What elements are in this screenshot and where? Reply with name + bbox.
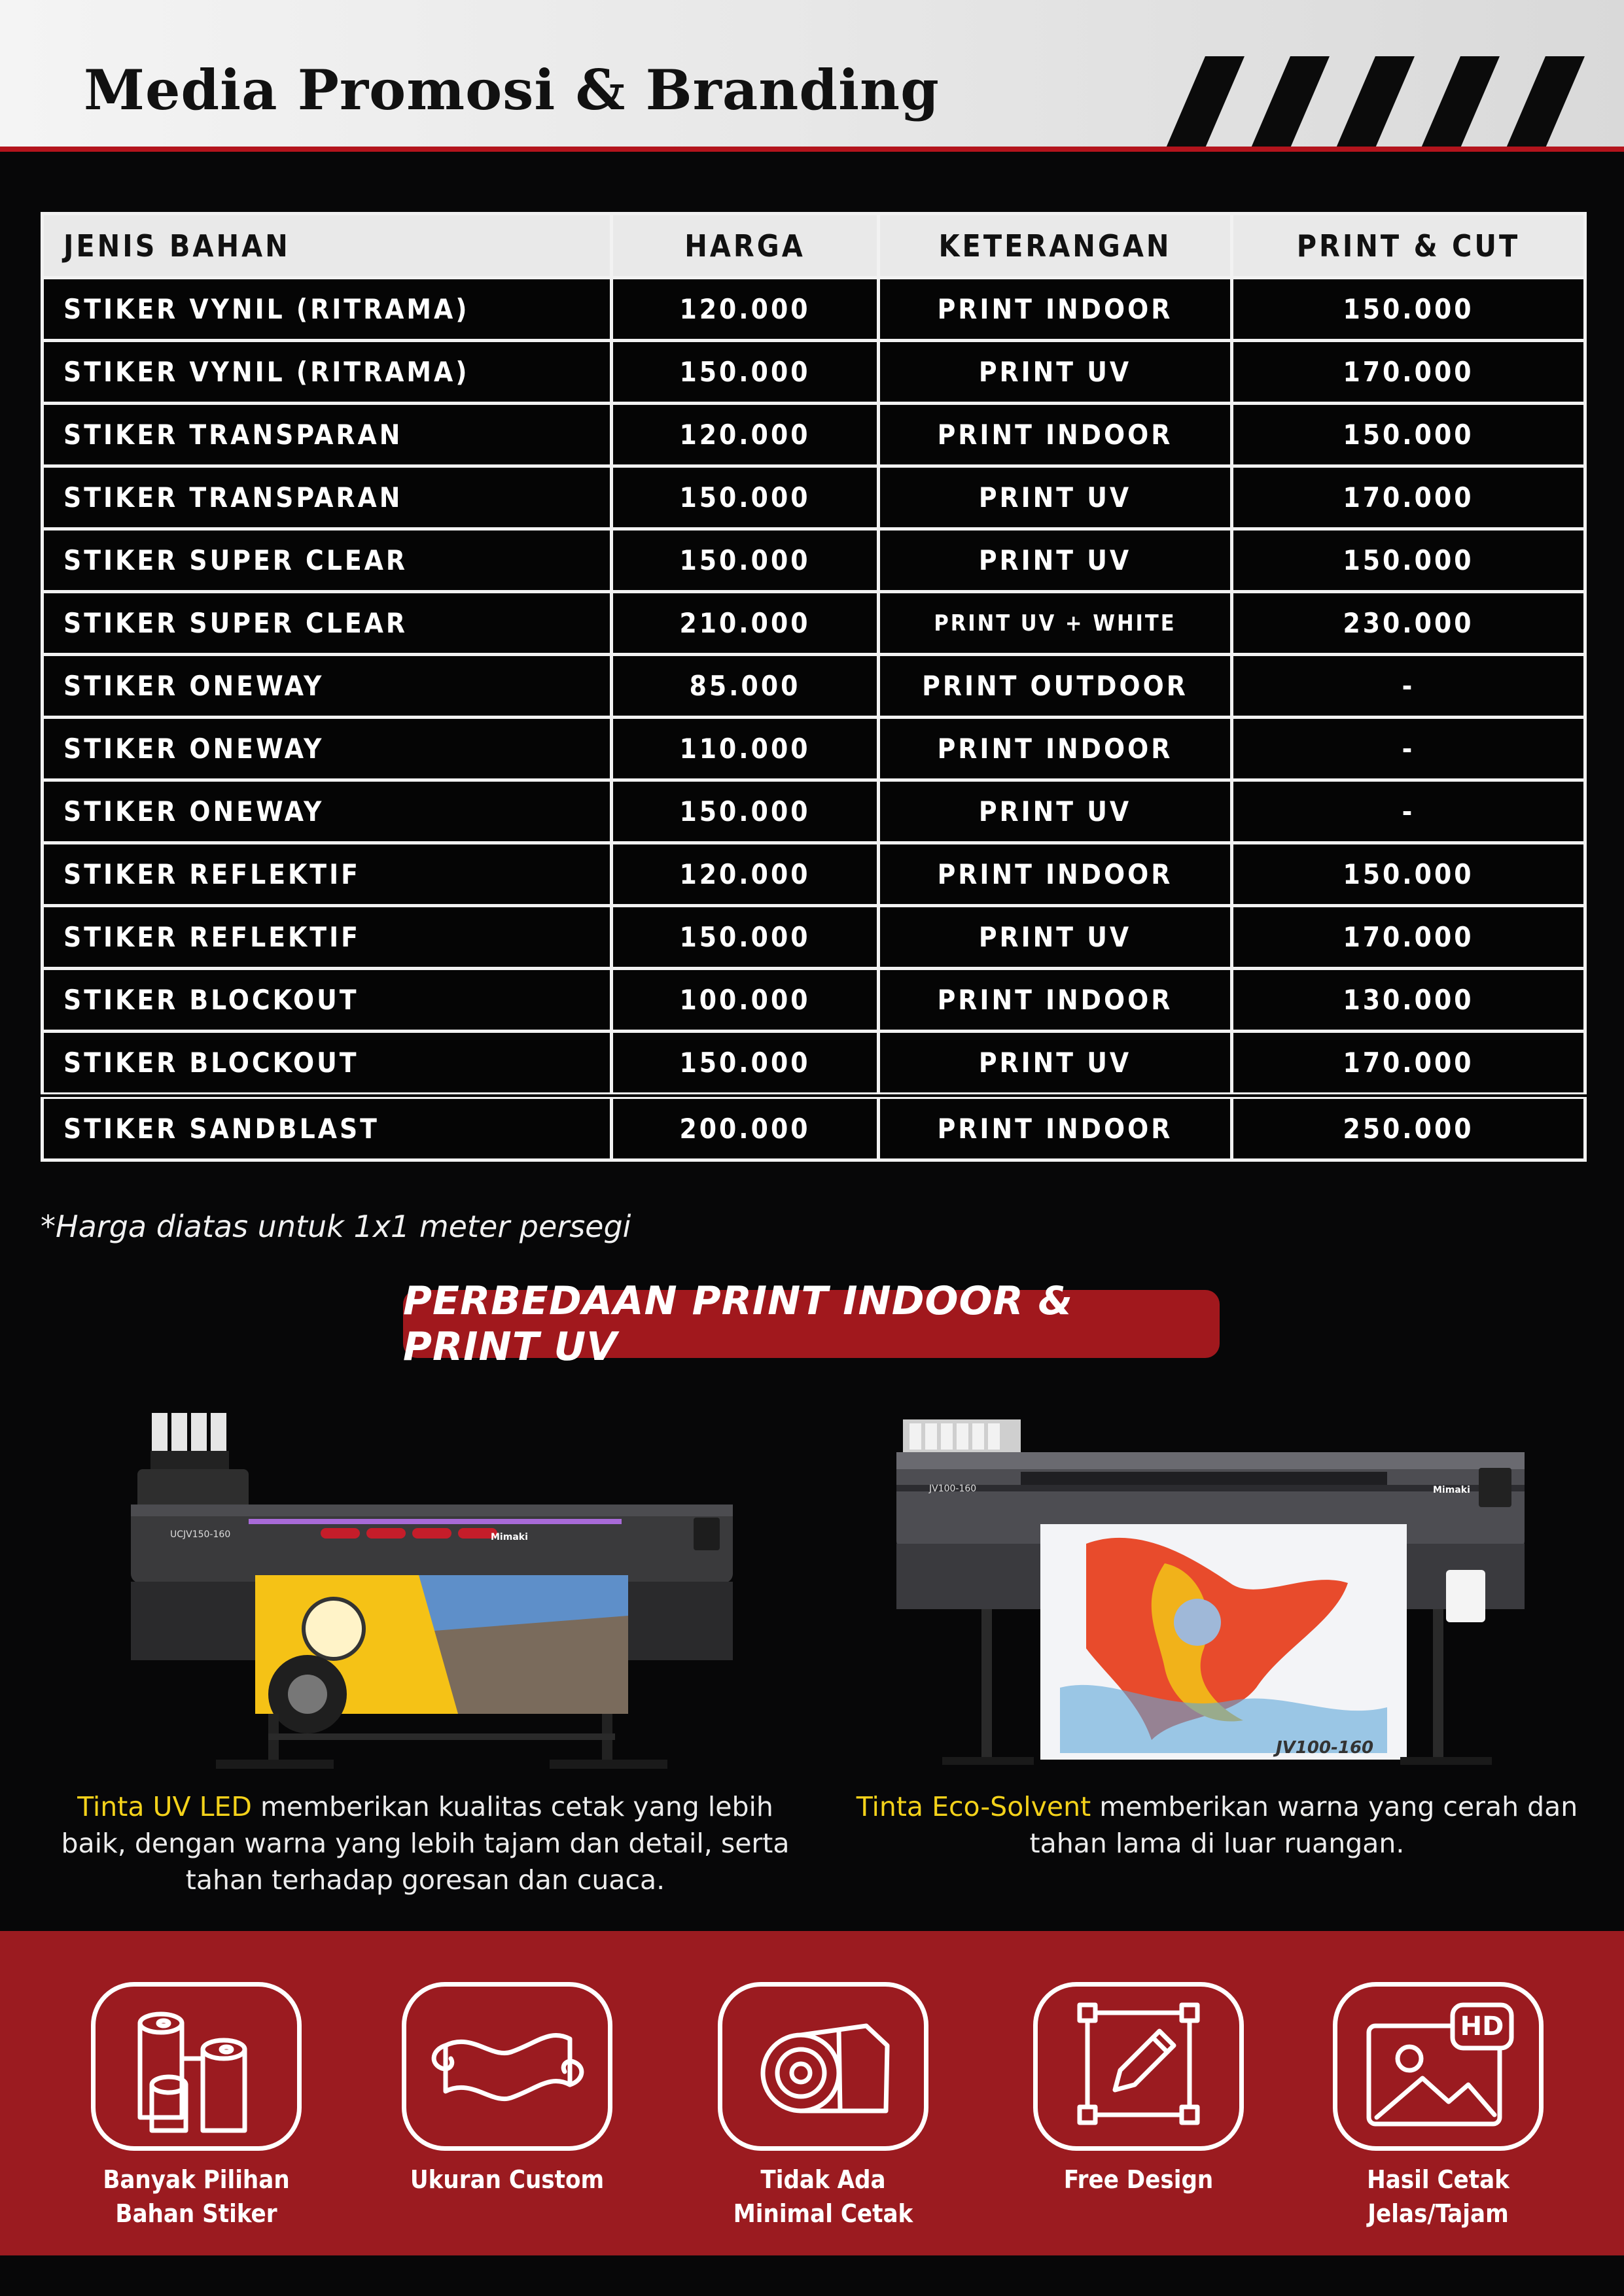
eco-solvent-printer-description (844, 1788, 1590, 1862)
eco-printer-model-label: JV100-160 (929, 1484, 977, 1494)
description-cell: PRINT OUTDOOR (879, 655, 1232, 718)
price-cell: 120.000 (612, 404, 879, 466)
print-cut-cell: 130.000 (1232, 969, 1585, 1032)
eco-media-label: JV100-160 (1276, 1738, 1374, 1758)
uv-printer-brand-label: Mimaki (491, 1532, 528, 1542)
feature-no-minimum (705, 1982, 941, 2231)
eco-solvent-printer-image (890, 1413, 1531, 1779)
print-cut-cell: 150.000 (1232, 278, 1585, 341)
description-cell: PRINT UV (879, 466, 1232, 529)
description-cell: PRINT UV (879, 906, 1232, 969)
price-cell: 100.000 (612, 969, 879, 1032)
material-cell: STIKER REFLEKTIF (43, 906, 612, 969)
hd-image-icon (1337, 1987, 1539, 2146)
column-header: HARGA (612, 214, 879, 278)
eco-highlight-text: Tinta Eco-Solvent (856, 1791, 1091, 1822)
uv-description-text: memberikan kualitas cetak yang lebih baik, dengan warna yang lebih tajam dan detail, serta tahan terhadap goresan dan cuaca. (61, 1791, 790, 1896)
column-header: KETERANGAN (879, 214, 1232, 278)
table-row (43, 592, 1585, 655)
material-cell: STIKER ONEWAY (43, 718, 612, 780)
print-cut-cell: 150.000 (1232, 843, 1585, 906)
price-note: *Harga diatas untuk 1x1 meter persegi (41, 1209, 631, 1244)
price-cell: 150.000 (612, 341, 879, 404)
price-cell: 110.000 (612, 718, 879, 780)
description-cell: PRINT INDOOR (879, 718, 1232, 780)
description-cell: PRINT UV (879, 341, 1232, 404)
header-divider (0, 147, 1624, 152)
print-cut-cell: 170.000 (1232, 341, 1585, 404)
column-header: JENIS BAHAN (43, 214, 612, 278)
material-cell: STIKER VYNIL (RITRAMA) (43, 278, 612, 341)
price-cell: 150.000 (612, 466, 879, 529)
material-cell: STIKER REFLEKTIF (43, 843, 612, 906)
material-cell: STIKER BLOCKOUT (43, 969, 612, 1032)
uv-highlight-text: Tinta UV LED (77, 1791, 252, 1822)
rolls-icon (96, 1987, 297, 2146)
feature-custom-size (389, 1982, 625, 2197)
feature-label: Hasil Cetak Jelas/Tajam (1367, 2165, 1509, 2228)
table-row (43, 780, 1585, 843)
eco-description-text: memberikan warna yang cerah dan tahan lama di luar ruangan. (1029, 1791, 1578, 1859)
print-cut-cell: - (1232, 718, 1585, 780)
price-cell: 150.000 (612, 529, 879, 592)
table-body (43, 278, 1585, 1160)
table-row (43, 1032, 1585, 1096)
description-cell: PRINT INDOOR (879, 278, 1232, 341)
material-cell: STIKER TRANSPARAN (43, 466, 612, 529)
feature-label: Free Design (1063, 2165, 1214, 2194)
hd-badge-text: HD (1460, 2011, 1504, 2042)
description-cell: PRINT UV + WHITE (879, 592, 1232, 655)
print-cut-cell: - (1232, 780, 1585, 843)
print-cut-cell: 250.000 (1232, 1096, 1585, 1160)
table-row (43, 1096, 1585, 1160)
price-table (41, 212, 1587, 1162)
eco-printer-brand-label: Mimaki (1433, 1485, 1470, 1495)
material-cell: STIKER BLOCKOUT (43, 1032, 612, 1096)
feature-free-design (1021, 1982, 1256, 2197)
table-row (43, 969, 1585, 1032)
print-cut-cell: - (1232, 655, 1585, 718)
sticker-roll-icon (722, 1987, 924, 2146)
price-cell: 85.000 (612, 655, 879, 718)
print-cut-cell: 170.000 (1232, 466, 1585, 529)
table-row (43, 278, 1585, 341)
description-cell: PRINT UV (879, 1032, 1232, 1096)
table-row (43, 906, 1585, 969)
feature-label: Banyak Pilihan Bahan Stiker (103, 2165, 290, 2228)
table-row (43, 404, 1585, 466)
feature-material-options (79, 1982, 314, 2231)
table-row (43, 843, 1585, 906)
print-cut-cell: 170.000 (1232, 906, 1585, 969)
print-cut-cell: 150.000 (1232, 404, 1585, 466)
material-cell: STIKER ONEWAY (43, 780, 612, 843)
material-cell: STIKER ONEWAY (43, 655, 612, 718)
material-cell: STIKER SUPER CLEAR (43, 529, 612, 592)
stripes-decoration (1166, 56, 1624, 148)
price-cell: 200.000 (612, 1096, 879, 1160)
print-cut-cell: 170.000 (1232, 1032, 1585, 1096)
design-pen-icon (1038, 1987, 1239, 2146)
header-banner (0, 0, 1624, 147)
section-title: PERBEDAAN PRINT INDOOR & PRINT UV (403, 1290, 1220, 1358)
description-cell: PRINT INDOOR (879, 1096, 1232, 1160)
table-row (43, 466, 1585, 529)
uv-printer-model-label: UCJV150-160 (170, 1529, 231, 1540)
description-cell: PRINT UV (879, 780, 1232, 843)
price-cell: 150.000 (612, 780, 879, 843)
price-cell: 150.000 (612, 1032, 879, 1096)
description-cell: PRINT INDOOR (879, 969, 1232, 1032)
material-cell: STIKER SANDBLAST (43, 1096, 612, 1160)
material-cell: STIKER VYNIL (RITRAMA) (43, 341, 612, 404)
print-cut-cell: 230.000 (1232, 592, 1585, 655)
price-cell: 120.000 (612, 278, 879, 341)
description-cell: PRINT UV (879, 529, 1232, 592)
table-header-row (43, 214, 1585, 278)
page-title: Media Promosi & Branding (84, 58, 940, 122)
table-row (43, 655, 1585, 718)
price-cell: 210.000 (612, 592, 879, 655)
uv-printer-description (52, 1788, 798, 1898)
material-cell: STIKER SUPER CLEAR (43, 592, 612, 655)
table-row (43, 341, 1585, 404)
feature-label: Ukuran Custom (410, 2165, 605, 2194)
price-cell: 150.000 (612, 906, 879, 969)
price-cell: 120.000 (612, 843, 879, 906)
description-cell: PRINT INDOOR (879, 843, 1232, 906)
column-header: PRINT & CUT (1232, 214, 1585, 278)
table-row (43, 718, 1585, 780)
material-cell: STIKER TRANSPARAN (43, 404, 612, 466)
description-cell: PRINT INDOOR (879, 404, 1232, 466)
table-row (43, 529, 1585, 592)
banner-ribbon-icon (406, 1987, 608, 2146)
uv-printer-image (118, 1406, 746, 1786)
feature-sharp-print (1320, 1982, 1556, 2231)
print-cut-cell: 150.000 (1232, 529, 1585, 592)
feature-label: Tidak Ada Minimal Cetak (733, 2165, 913, 2228)
